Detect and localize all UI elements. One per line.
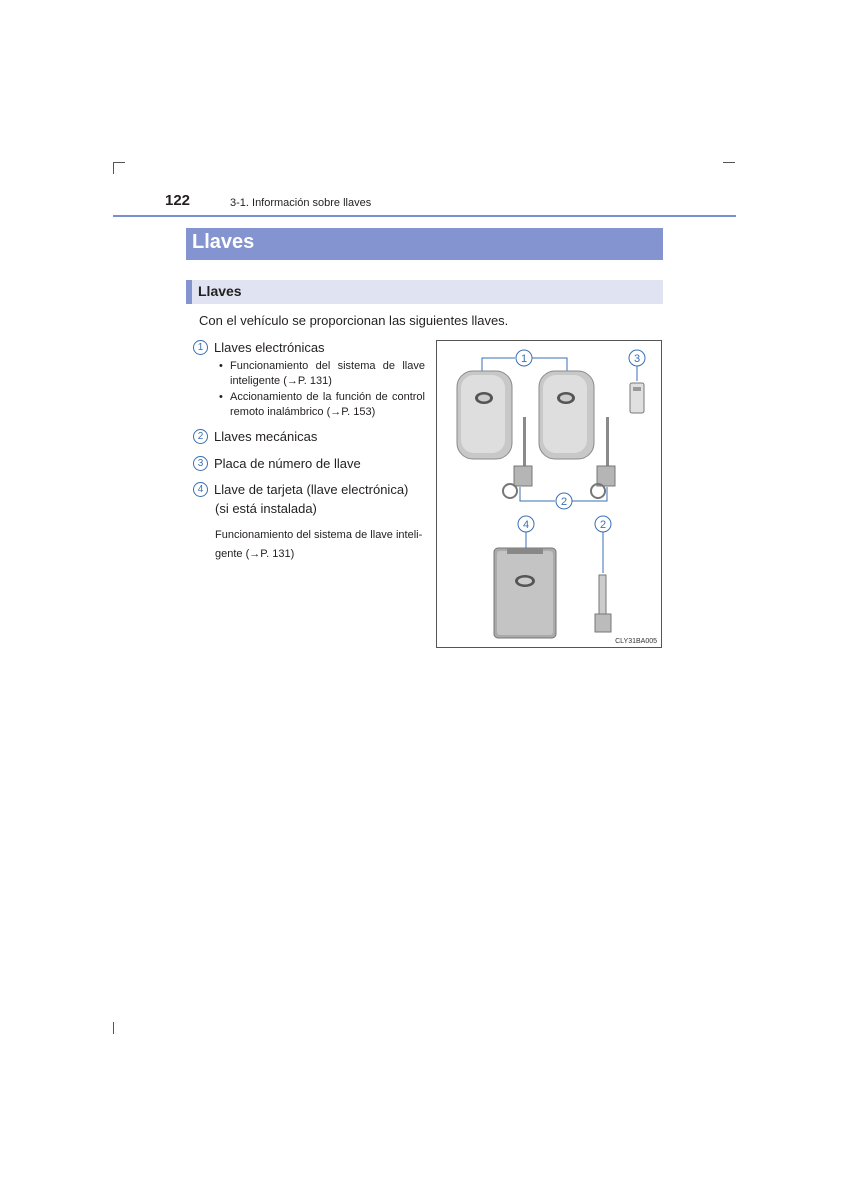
list-item	[193, 339, 325, 355]
list-item	[193, 428, 317, 444]
bullet-item	[219, 359, 425, 389]
callout-number: 2	[193, 429, 208, 444]
svg-text:3: 3	[633, 353, 641, 365]
bullet-text: • Accionamiento de la función de control remoto inalámbrico (→P. 153)	[230, 391, 425, 418]
chapter-title: Llaves	[192, 231, 255, 253]
subsection-title: Llaves	[198, 283, 242, 299]
item-label: Llaves electrónicas	[214, 340, 325, 356]
key-number-plate	[630, 383, 644, 413]
svg-text:1: 1	[520, 353, 528, 365]
keys-illustration	[436, 340, 662, 648]
figure-code: CLY31BA005	[615, 638, 657, 645]
crop-mark-bottom-left-v	[113, 1022, 114, 1034]
callout-1	[516, 350, 532, 366]
item-label: Llaves mecánicas	[214, 429, 318, 445]
chapter-title-bar	[186, 228, 663, 260]
crop-mark-top-left-v	[113, 162, 114, 174]
mechanical-key-card	[595, 575, 611, 632]
svg-text:2: 2	[560, 496, 568, 508]
callout-number: 3	[193, 456, 208, 471]
item-label: Placa de número de llave	[214, 456, 361, 472]
note-line: gente (→P. 131)	[215, 548, 295, 560]
bullet-text: • Funcionamiento del sistema de llave inteligente (→P. 131)	[230, 360, 425, 387]
crop-mark-top-left-h	[113, 162, 125, 163]
subsection-bar	[186, 280, 663, 304]
item-label-line2: (si está instalada)	[215, 501, 317, 516]
item-label: Llave de tarjeta (llave electrónica)	[214, 482, 409, 498]
callout-number: 4	[193, 482, 208, 497]
note-line: Funcionamiento del sistema de llave inteli-	[215, 529, 423, 541]
callout-number: 1	[193, 340, 208, 355]
svg-text:4: 4	[522, 519, 530, 531]
smart-key-left	[457, 371, 532, 498]
keys-drawing	[437, 341, 661, 647]
smart-key-right	[539, 371, 615, 498]
crop-mark-top-right-h	[723, 162, 735, 163]
bullet-item	[219, 390, 425, 420]
header-rule	[113, 215, 736, 217]
page-number: 122	[165, 192, 191, 209]
callout-2	[556, 493, 572, 509]
callout-4	[518, 516, 534, 548]
list-item	[193, 481, 408, 497]
intro-text: Con el vehículo se proporcionan las siguientes llaves.	[199, 313, 509, 328]
callout-3	[629, 350, 645, 381]
svg-text:2: 2	[599, 519, 607, 531]
subsection-accent	[186, 280, 192, 304]
running-header: 3-1. Información sobre llaves	[230, 197, 372, 209]
callout-2-bottom	[595, 516, 611, 573]
card-key	[494, 548, 556, 638]
list-item	[193, 455, 361, 471]
